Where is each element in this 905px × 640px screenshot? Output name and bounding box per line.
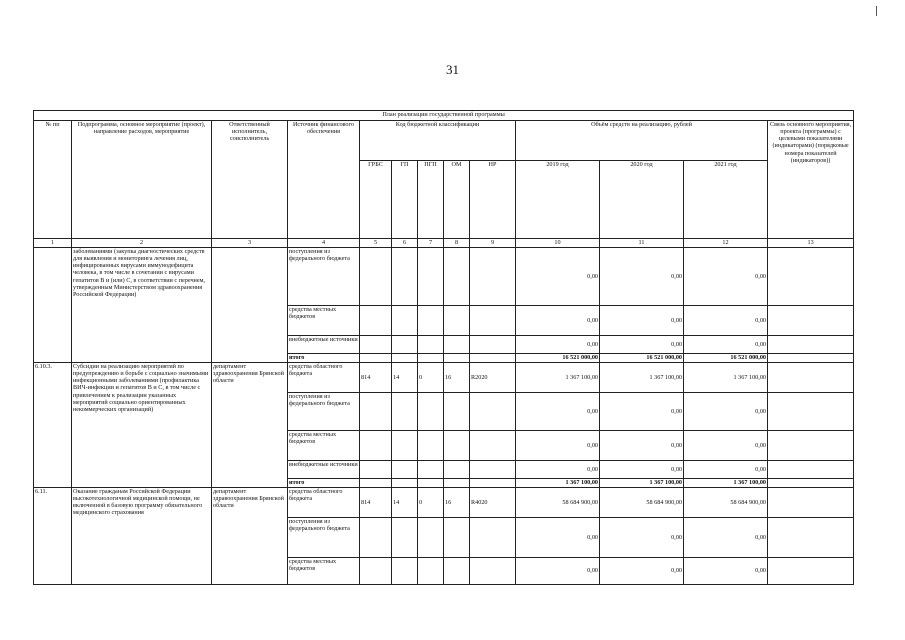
value-cell: 0,00: [516, 518, 600, 558]
value-cell: 0,00: [600, 306, 684, 336]
code-np: R4020: [470, 488, 516, 518]
value-cell: 1 367 100,00: [600, 363, 684, 393]
value-cell: 0,00: [600, 461, 684, 479]
subprogram-text: Субсидии на реализацию мероприятий по предупреждению и борьбе с социально значимыми инфекционными заболеваниями (профилактика ВИЧ-инфекции и гепатитов В и С, в том числе с привлечением к реализации указанных мероприятий социально ориентированных некоммерческих организаций): [72, 363, 212, 488]
source-label: средства областного бюджета: [288, 363, 360, 393]
value-cell: 0,00: [516, 461, 600, 479]
value-cell: 0,00: [516, 306, 600, 336]
total-cell: 16 521 000,00: [600, 354, 684, 363]
col-number: 12: [684, 239, 768, 248]
header-link: Связь основного мероприятия, проекта (программы) с целевыми показателями (индикаторами) (порядковые номера показателей (индикаторов)): [768, 121, 854, 239]
col-number: 9: [470, 239, 516, 248]
header-kbk: Код бюджетной классификации: [360, 121, 516, 161]
value-cell: 0,00: [684, 518, 768, 558]
col-number: 13: [768, 239, 854, 248]
total-cell: 1 367 100,00: [516, 479, 600, 488]
table-row: [34, 363, 854, 393]
code-pgp: 0: [418, 488, 444, 518]
total-cell: 16 521 000,00: [684, 354, 768, 363]
value-cell: 0,00: [684, 306, 768, 336]
code-pgp: 0: [418, 363, 444, 393]
value-cell: 0,00: [516, 248, 600, 306]
value-cell: 0,00: [600, 518, 684, 558]
source-label: средства местных бюджетов: [288, 306, 360, 336]
value-cell: 58 684 900,00: [600, 488, 684, 518]
value-cell: 58 684 900,00: [684, 488, 768, 518]
value-cell: 0,00: [684, 558, 768, 585]
col-number: 2: [72, 239, 212, 248]
header-grbs: ГРБС: [360, 161, 392, 239]
source-label: итого: [288, 479, 360, 488]
source-label: средства областного бюджета: [288, 488, 360, 518]
value-cell: 0,00: [516, 393, 600, 431]
col-number: 10: [516, 239, 600, 248]
header-pgp: ПГП: [418, 161, 444, 239]
code-gp: 14: [392, 488, 418, 518]
col-number: 3: [212, 239, 288, 248]
header-subprogram: Подпрограмма, основное мероприятие (проект), направление расходов, мероприятие: [72, 121, 212, 239]
col-number: 6: [392, 239, 418, 248]
col-number: 5: [360, 239, 392, 248]
header-responsible: Ответственный исполнитель, соисполнитель: [212, 121, 288, 239]
total-cell: 1 367 100,00: [600, 479, 684, 488]
source-label: средства местных бюджетов: [288, 431, 360, 461]
header-num: № пп: [34, 121, 72, 239]
table-row: [34, 248, 854, 306]
header-2020: 2020 год: [600, 161, 684, 239]
value-cell: 1 367 100,00: [516, 363, 600, 393]
code-om: 16: [444, 488, 470, 518]
edge-mark: [876, 6, 877, 16]
value-cell: 1 367 100,00: [684, 363, 768, 393]
value-cell: 0,00: [600, 558, 684, 585]
total-cell: 1 367 100,00: [684, 479, 768, 488]
value-cell: 58 684 900,00: [516, 488, 600, 518]
subprogram-text: заболеваниями (закупка диагностических средств для выявления и мониторинга лечения лиц, инфицированных вирусами иммунодефицита человека, в том числе в сочетании с вирусами гепатитов В и (или) С, в соответствии с перечнем, утвержденным Министерством здравоохранения Российской Федерации): [72, 248, 212, 363]
header-np: НР: [470, 161, 516, 239]
header-gp: ГП: [392, 161, 418, 239]
source-label: поступления из федерального бюджета: [288, 393, 360, 431]
source-label: поступления из федерального бюджета: [288, 518, 360, 558]
item-number: 6.10.3.: [34, 363, 72, 488]
program-plan-table: [33, 110, 854, 585]
code-grbs: 814: [360, 363, 392, 393]
header-2019: 2019 год: [516, 161, 600, 239]
value-cell: 0,00: [684, 248, 768, 306]
code-gp: 14: [392, 363, 418, 393]
source-label: внебюджетные источники: [288, 336, 360, 354]
source-label: средства местных бюджетов: [288, 558, 360, 585]
value-cell: 0,00: [684, 461, 768, 479]
value-cell: 0,00: [600, 393, 684, 431]
header-source: Источник финансового обеспечения: [288, 121, 360, 239]
source-label: итого: [288, 354, 360, 363]
subprogram-text: Оказание гражданам Российской Федерации высокотехнологичной медицинской помощи, не включенной в базовую программу обязательного медицинского страхования: [72, 488, 212, 585]
col-number: 4: [288, 239, 360, 248]
item-number: 6.11.: [34, 488, 72, 585]
code-grbs: 814: [360, 488, 392, 518]
col-number: 1: [34, 239, 72, 248]
code-np: R2020: [470, 363, 516, 393]
source-label: внебюджетные источники: [288, 461, 360, 479]
header-2021: 2021 год: [684, 161, 768, 239]
col-number: 7: [418, 239, 444, 248]
value-cell: 0,00: [516, 336, 600, 354]
value-cell: 0,00: [684, 431, 768, 461]
page-number: 31: [446, 62, 459, 77]
table-row: [34, 488, 854, 518]
value-cell: 0,00: [600, 248, 684, 306]
value-cell: 0,00: [600, 431, 684, 461]
header-volume: Объём средств на реализацию, рублей: [516, 121, 768, 161]
responsible-text: департамент здравоохранения Брянской области: [212, 488, 288, 585]
table-title: План реализации государственной программы: [34, 111, 854, 121]
header-om: ОМ: [444, 161, 470, 239]
value-cell: 0,00: [684, 393, 768, 431]
value-cell: 0,00: [684, 336, 768, 354]
total-cell: 16 521 000,00: [516, 354, 600, 363]
col-number: 11: [600, 239, 684, 248]
code-om: 16: [444, 363, 470, 393]
value-cell: 0,00: [516, 558, 600, 585]
value-cell: 0,00: [516, 431, 600, 461]
col-number: 8: [444, 239, 470, 248]
value-cell: 0,00: [600, 336, 684, 354]
source-label: поступления из федерального бюджета: [288, 248, 360, 306]
responsible-text: департамент здравоохранения Брянской области: [212, 363, 288, 488]
